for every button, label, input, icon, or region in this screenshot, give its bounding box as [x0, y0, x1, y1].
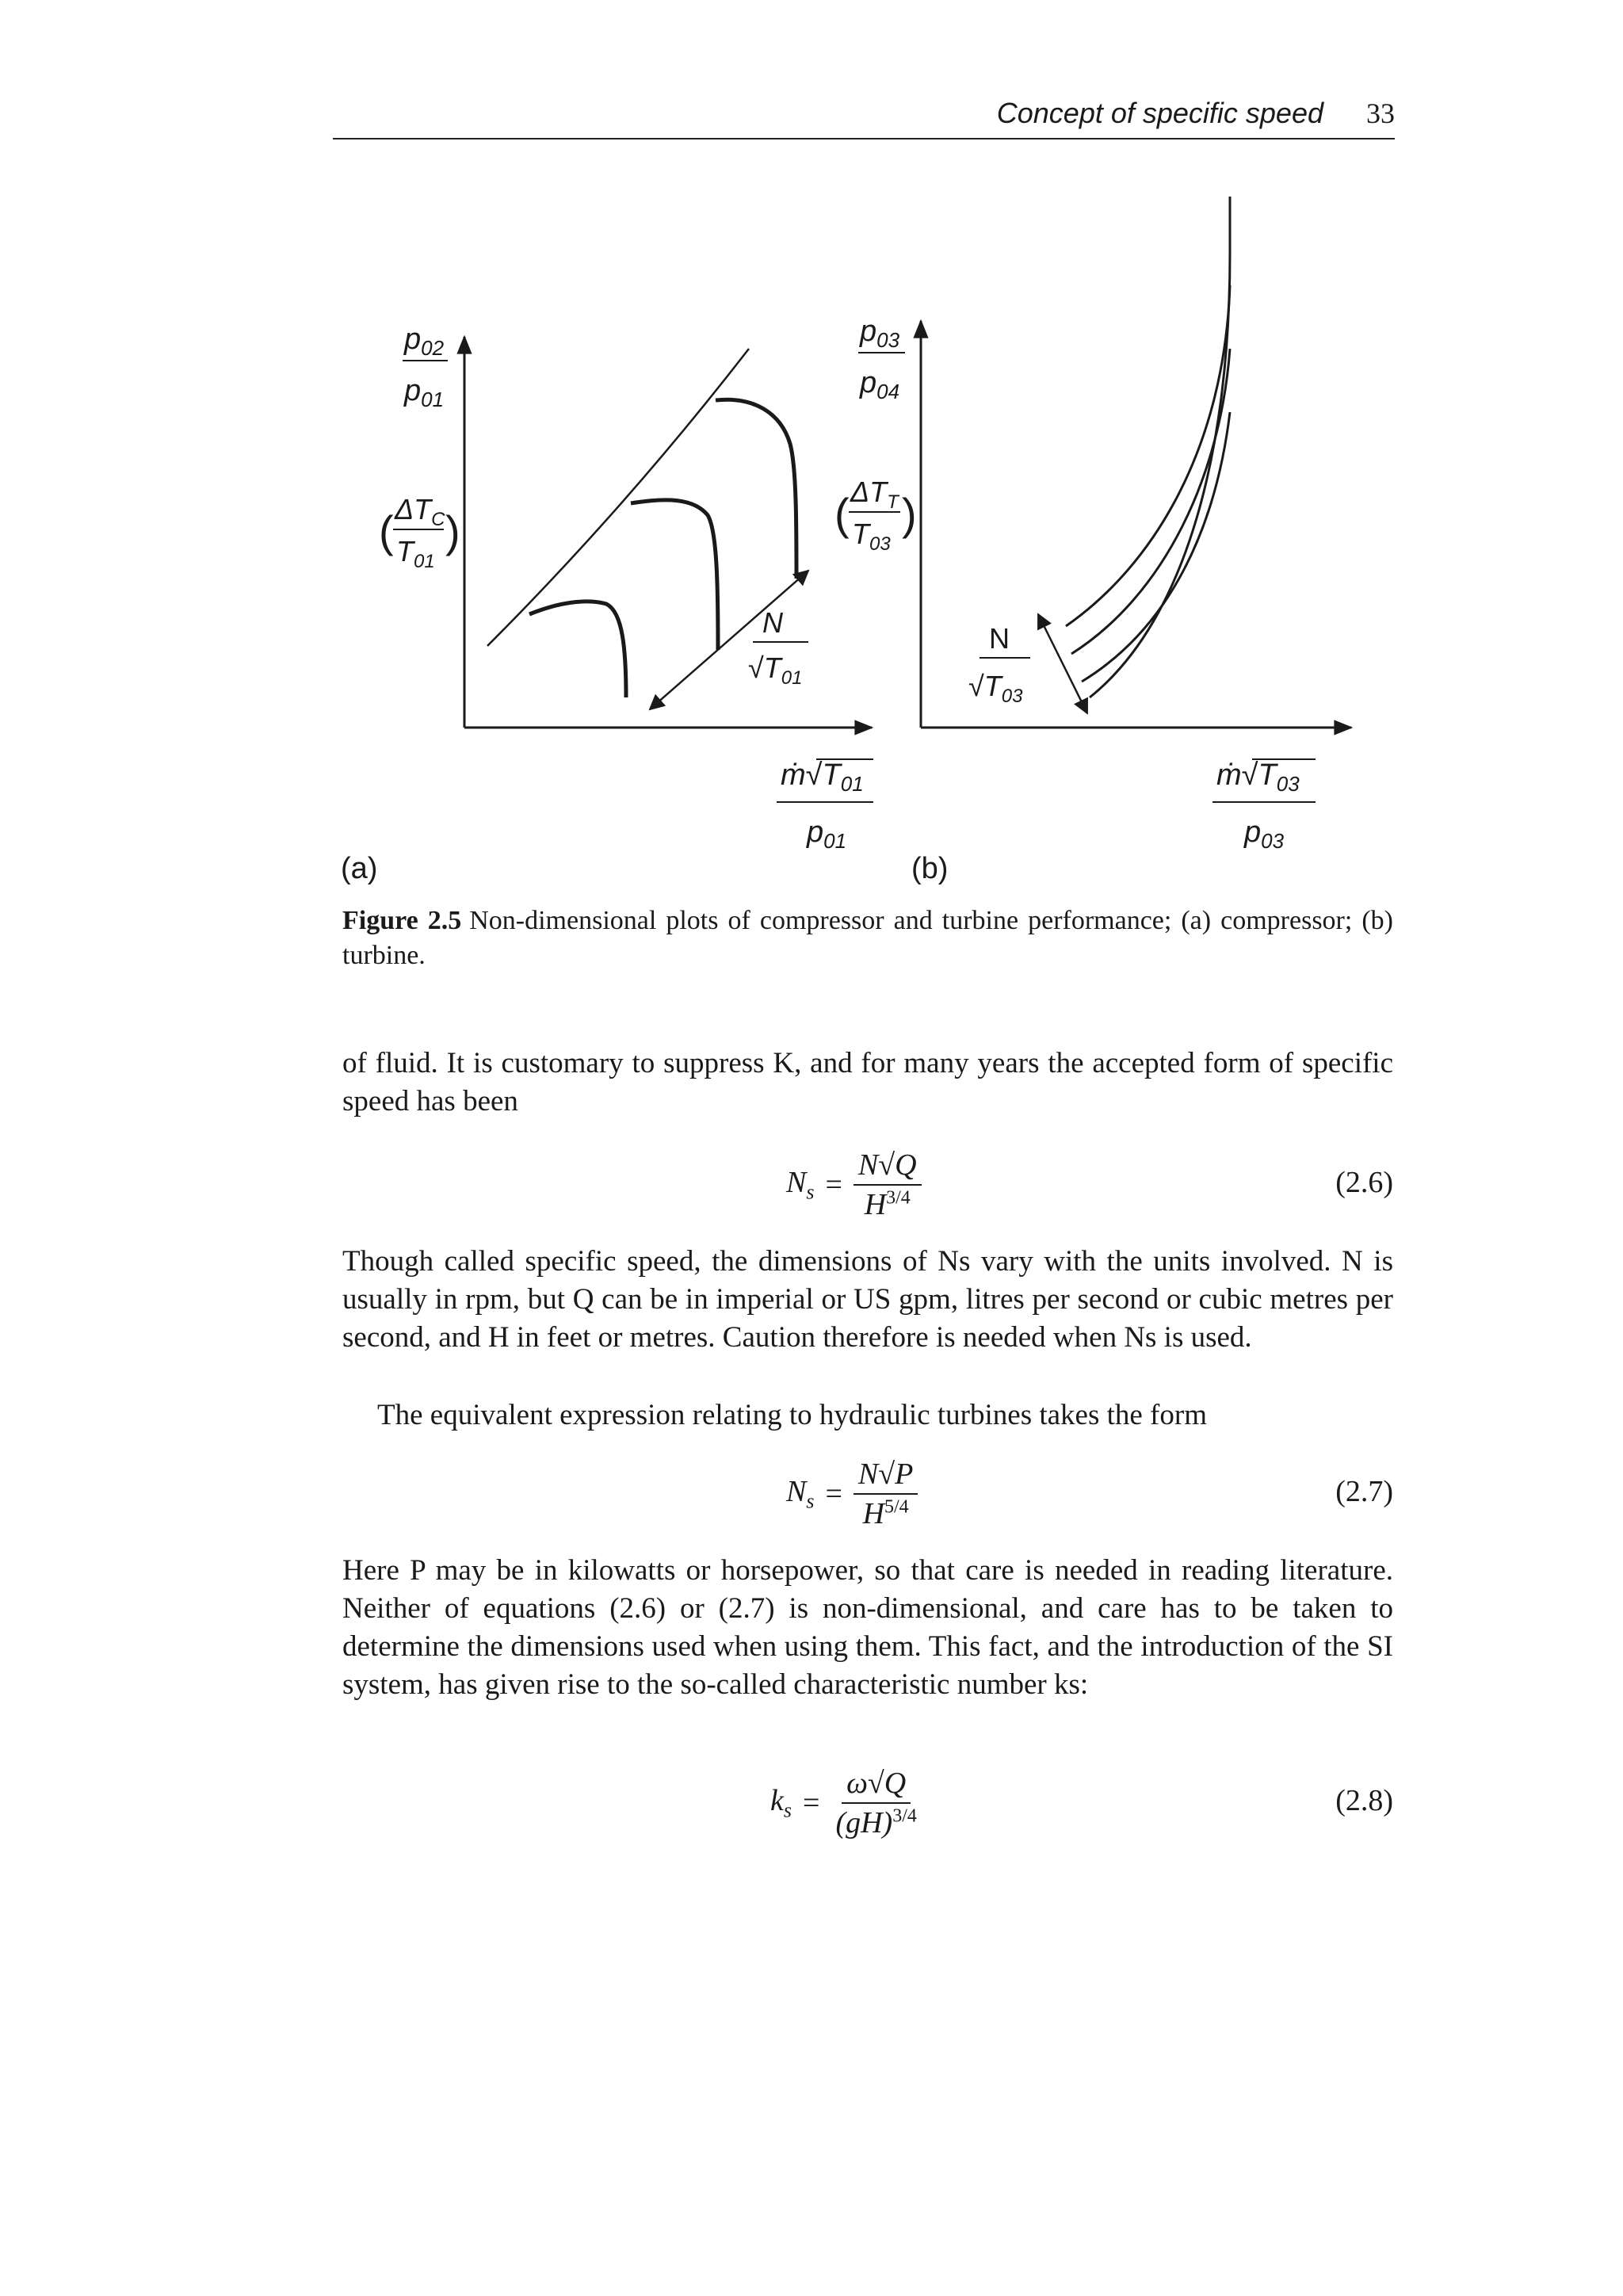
equation-2-8: $k_s$ = $\frac{\omega√Q}{(gH)^{3/4}}$ (2.8) [770, 1767, 1393, 1839]
panel-b-speed-arrow [1038, 614, 1087, 713]
equation-2-7: $N_s$ = $\frac{N√P}{H^{5/4}}$ (2.7) [786, 1457, 1393, 1530]
running-title: Concept of specific speed [996, 97, 1323, 129]
panel-a-speed-line-low [529, 602, 626, 697]
eq-2-7-number: (2.7) [1335, 1475, 1393, 1508]
panel-a-speed-line-high [716, 399, 796, 579]
eq-2-8-number: (2.8) [1335, 1784, 1393, 1817]
svg-text:p03: $p_{03}$ [860, 315, 900, 352]
panel-b-speed-label [968, 622, 1030, 707]
svg-text:T01: $T_{01}$ [396, 535, 435, 572]
panel-a-label: (a) [341, 852, 378, 885]
paragraph-2: Though called specific speed, the dimensions of Ns vary with the units involved. N is usually in rpm, but Q can be in imperial or US gpm, litres per second or cubic metres per second, and H in feet or metres. Caution therefore is needed when Ns is used. [342, 1245, 1393, 1354]
panel-b-y-label-pressure-ratio [858, 315, 905, 403]
eq-2-6-number: (2.6) [1335, 1166, 1393, 1199]
panel-a-y-label-pressure-ratio [403, 323, 448, 411]
paragraph-3: The equivalent expression relating to hydraulic turbines takes the form [377, 1399, 1207, 1431]
panel-b-turbine [834, 197, 1351, 885]
svg-text:√T01: $√T_{01}$ [748, 651, 803, 689]
eq-2-6-denominator: $H^{3/4}$ [864, 1187, 911, 1221]
svg-text:p01: $p_{01}$ [807, 816, 847, 853]
panel-a-surge-line [487, 349, 749, 646]
eq-2-8-denominator: (gH)$^{3/4}$ [835, 1805, 917, 1839]
panel-b-y-label-temperature-ratio [834, 476, 917, 555]
panel-a-speed-label [748, 606, 808, 689]
panel-a-x-label-mass-flow [777, 758, 873, 853]
figure-2-5 [0, 0, 1623, 896]
svg-text:ΔTT: $\Delta T_T$ [850, 476, 899, 513]
eq-2-7-numerator: N√P [854, 1457, 918, 1495]
figure-caption-label: Figure 2.5 [342, 906, 462, 935]
svg-text:p03: $p_{03}$ [1244, 816, 1285, 853]
panel-b-label: (b) [911, 852, 949, 885]
page-number: 33 [1366, 97, 1395, 129]
svg-text:ΔTC: $\Delta T_C$ [395, 493, 445, 530]
eq-2-8-numerator: ω√Q [842, 1766, 911, 1804]
paragraph-1: of fluid. It is customary to suppress K, and for many years the accepted form of specific speed has been [342, 1047, 1393, 1117]
panel-b-speed-line-1 [1066, 285, 1230, 626]
svg-text:√T03: $√T_{03}$ [968, 670, 1023, 707]
panel-a-speed-line-mid [631, 500, 718, 650]
figure-caption-text: Non-dimensional plots of compressor and turbine performance; (a) compressor; (b) turbine. [342, 906, 1393, 970]
svg-text:ṁ√T01: $ṁ√T_{01}$ [781, 758, 864, 796]
svg-text:N: N [989, 622, 1010, 655]
svg-text:N: N [762, 606, 783, 639]
panel-b-speed-line-3 [1082, 412, 1230, 682]
svg-text:): ) [902, 489, 917, 539]
svg-text:T03: $T_{03}$ [852, 518, 891, 555]
eq-2-6-numerator: N√Q [854, 1148, 922, 1186]
eq-2-7-denominator: $H^{5/4}$ [862, 1496, 909, 1530]
svg-text:ṁ√T03: $ṁ√T_{03}$ [1216, 758, 1300, 796]
svg-text:p01: $p_{01}$ [404, 374, 445, 411]
paragraph-4: Here P may be in kilowatts or horsepower, so that care is needed in reading literature. Neither of equations (2.6) or (2.7) is non-dimensional, and care has to be taken to determine the dimensions used when using them. This fact, and the introduction of the SI system, has given rise to the so-called characteristic number ks: [342, 1554, 1393, 1701]
svg-text:): ) [445, 506, 460, 556]
panel-b-x-label-mass-flow [1212, 758, 1316, 853]
panel-a-compressor [341, 323, 873, 885]
svg-text:p04: $p_{04}$ [860, 366, 900, 403]
svg-text:(: ( [379, 506, 394, 556]
panel-b-speed-line-2 [1071, 349, 1230, 654]
panel-a-y-label-temperature-ratio [379, 493, 460, 572]
svg-text:(: ( [834, 489, 850, 539]
equation-2-6: $N_s$ = $\frac{N√Q}{H^{3/4}}$ (2.6) [786, 1148, 1393, 1221]
svg-text:p02: $p_{02}$ [404, 323, 445, 360]
figure-caption [342, 904, 1393, 973]
